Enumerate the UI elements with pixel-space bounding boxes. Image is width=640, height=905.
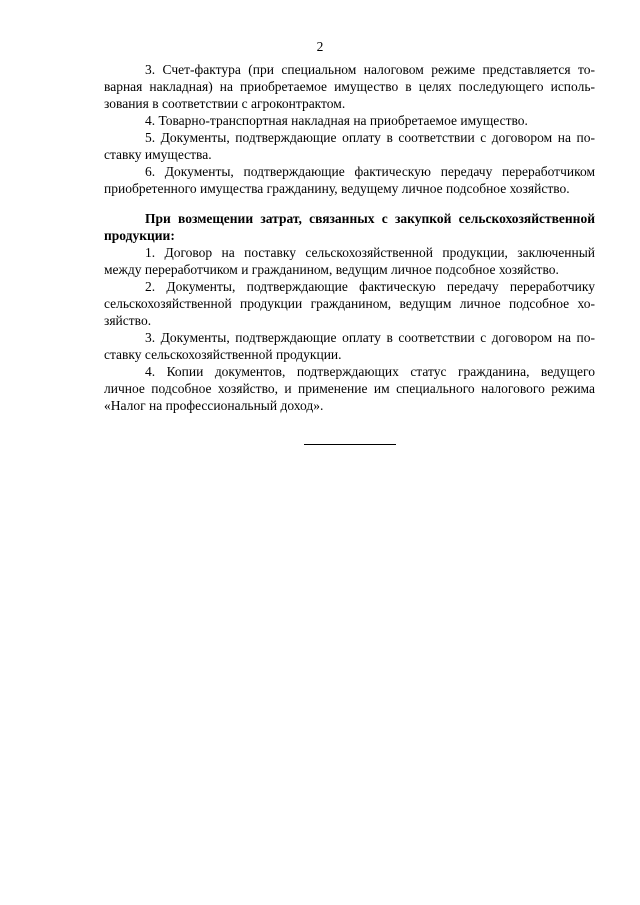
- list2-item-3-line-1: 3. Документы, подтверждающие оплату в соответствии с договором на по-: [145, 330, 595, 345]
- list2-item-4-line-2: личное подсобное хозяйство, и применение им специального налогового режима: [104, 381, 595, 396]
- list2-item-4-line-3: «Налог на профессиональный доход».: [104, 398, 324, 413]
- list2-item-2-line-2: сельскохозяйственной продукции гражданином, ведущим личное подсобное хо-: [104, 296, 595, 311]
- list2-item-1-line-1: 1. Договор на поставку сельскохозяйственной продукции, заключенный: [145, 245, 595, 260]
- list2-item-4-line-1: 4. Копии документов, подтверждающих статус гражданина, ведущего: [145, 364, 595, 379]
- page-number: 2: [316, 39, 324, 54]
- list2-item-2-line-3: зяйство.: [104, 313, 152, 328]
- list1-item-6-line-2: приобретенного имущества гражданину, ведущему личное подсобное хозяйство.: [104, 181, 570, 196]
- list1-item-5-line-1: 5. Документы, подтверждающие оплату в соответствии с договором на по-: [145, 130, 595, 145]
- list1-item-5-line-2: ставку имущества.: [104, 147, 212, 162]
- list2-item-2-line-1: 2. Документы, подтверждающие фактическую передачу переработчику: [145, 279, 595, 294]
- list1-item-4-line-1: 4. Товарно-транспортная накладная на приобретаемое имущество.: [145, 113, 528, 128]
- list1-item-3-line-2: варная накладная) на приобретаемое имущество в целях последующего исполь-: [104, 79, 595, 94]
- section-heading-line-2: продукции:: [104, 228, 175, 243]
- list1-item-6-line-1: 6. Документы, подтверждающие фактическую передачу переработчиком: [145, 164, 595, 179]
- list1-item-3-line-1: 3. Счет-фактура (при специальном налоговом режиме представляется то-: [145, 62, 595, 77]
- list1-item-3-line-3: зования в соответствии с агроконтрактом.: [104, 96, 346, 111]
- section-heading-line-1: При возмещении затрат, связанных с закупкой сельскохозяйственной: [145, 211, 595, 226]
- list2-item-1-line-2: между переработчиком и гражданином, ведущим личное подсобное хозяйство.: [104, 262, 559, 277]
- list2-item-3-line-2: ставку сельскохозяйственной продукции.: [104, 347, 342, 362]
- end-divider-line: [304, 444, 396, 445]
